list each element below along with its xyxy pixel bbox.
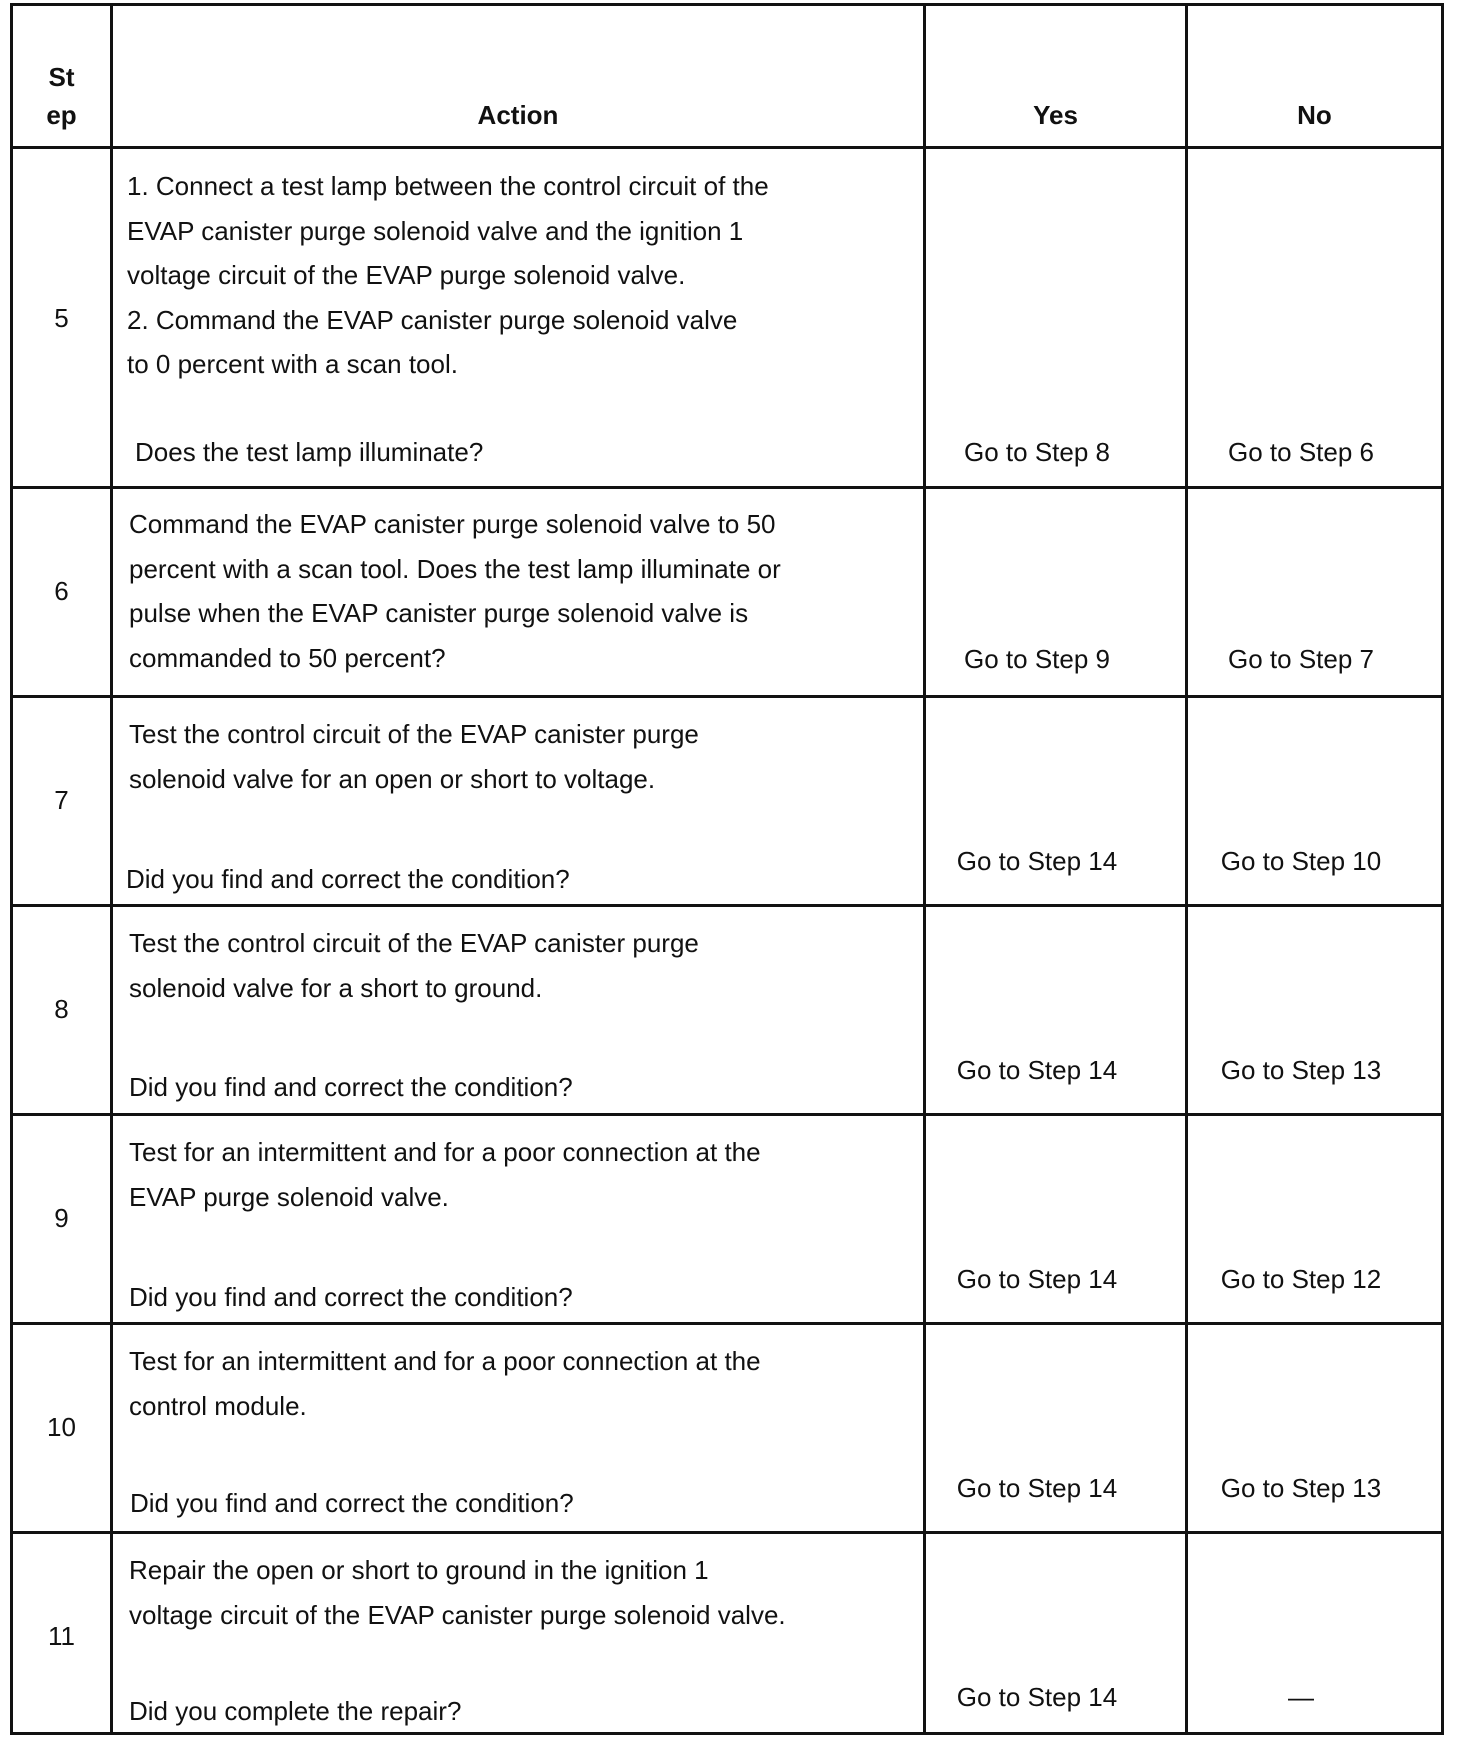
action-text: Command the EVAP canister purge solenoid valve to 50 percent with a scan tool. Does the test lamp illuminate or pulse when the EVAP canister purge solenoid valve is commanded to 50 percent?: [129, 509, 781, 673]
action-question: Did you find and correct the condition?: [129, 1282, 573, 1312]
header-yes: Yes: [1033, 100, 1078, 130]
row-divider: [13, 486, 1441, 489]
no-result: Go to Step 12: [1220, 1264, 1382, 1294]
column-divider: [110, 6, 113, 1732]
yes-result: Go to Step 14: [956, 1264, 1118, 1294]
row-divider: [13, 695, 1441, 698]
action-question: Did you find and correct the condition?: [126, 864, 570, 894]
header-action: Action: [477, 100, 559, 130]
row-divider: [13, 1322, 1441, 1325]
step-number: 8: [54, 994, 69, 1024]
yes-result: Go to Step 14: [956, 846, 1118, 876]
yes-result: Go to Step 14: [956, 1055, 1118, 1085]
diagnostic-table: [10, 3, 1444, 1735]
action-text: 1. Connect a test lamp between the control circuit of the EVAP canister purge solenoid valve and the ignition 1 voltage circuit of the EVAP purge solenoid valve. 2. Command the EVAP canister purge solenoid valve to 0 percent with a scan tool.: [127, 171, 769, 379]
header-no: No: [1297, 100, 1332, 130]
step-number: 10: [47, 1412, 76, 1442]
action-question: Did you complete the repair?: [129, 1696, 462, 1726]
row-divider: [13, 146, 1441, 149]
step-number: 9: [54, 1203, 69, 1233]
yes-result: Go to Step 14: [956, 1682, 1118, 1712]
header-step: St ep: [46, 62, 77, 130]
action-text: Test for an intermittent and for a poor connection at the EVAP purge solenoid valve.: [129, 1137, 761, 1212]
no-result: Go to Step 7: [1228, 644, 1374, 674]
yes-result: Go to Step 8: [964, 437, 1110, 467]
yes-result: Go to Step 9: [964, 644, 1110, 674]
action-text: Test the control circuit of the EVAP canister purge solenoid valve for a short to ground.: [129, 928, 699, 1003]
row-divider: [13, 904, 1441, 907]
action-text: Test for an intermittent and for a poor connection at the control module.: [129, 1346, 761, 1421]
no-result: Go to Step 6: [1228, 437, 1374, 467]
action-question: Did you find and correct the condition?: [130, 1488, 574, 1518]
no-result: Go to Step 13: [1220, 1055, 1382, 1085]
step-number: 11: [48, 1621, 75, 1651]
action-text: Repair the open or short to ground in the ignition 1 voltage circuit of the EVAP canister purge solenoid valve.: [129, 1555, 786, 1630]
action-text: Test the control circuit of the EVAP canister purge solenoid valve for an open or short to voltage.: [129, 719, 699, 794]
row-divider: [13, 1113, 1441, 1116]
yes-result: Go to Step 14: [956, 1473, 1118, 1503]
action-question: Did you find and correct the condition?: [129, 1072, 573, 1102]
step-number: 6: [54, 576, 69, 606]
step-number: 7: [54, 785, 69, 815]
no-result: Go to Step 13: [1220, 1473, 1382, 1503]
no-result: —: [1288, 1682, 1314, 1712]
step-number: 5: [54, 303, 69, 333]
row-divider: [13, 1531, 1441, 1534]
no-result: Go to Step 10: [1220, 846, 1382, 876]
action-question: Does the test lamp illuminate?: [135, 437, 484, 467]
